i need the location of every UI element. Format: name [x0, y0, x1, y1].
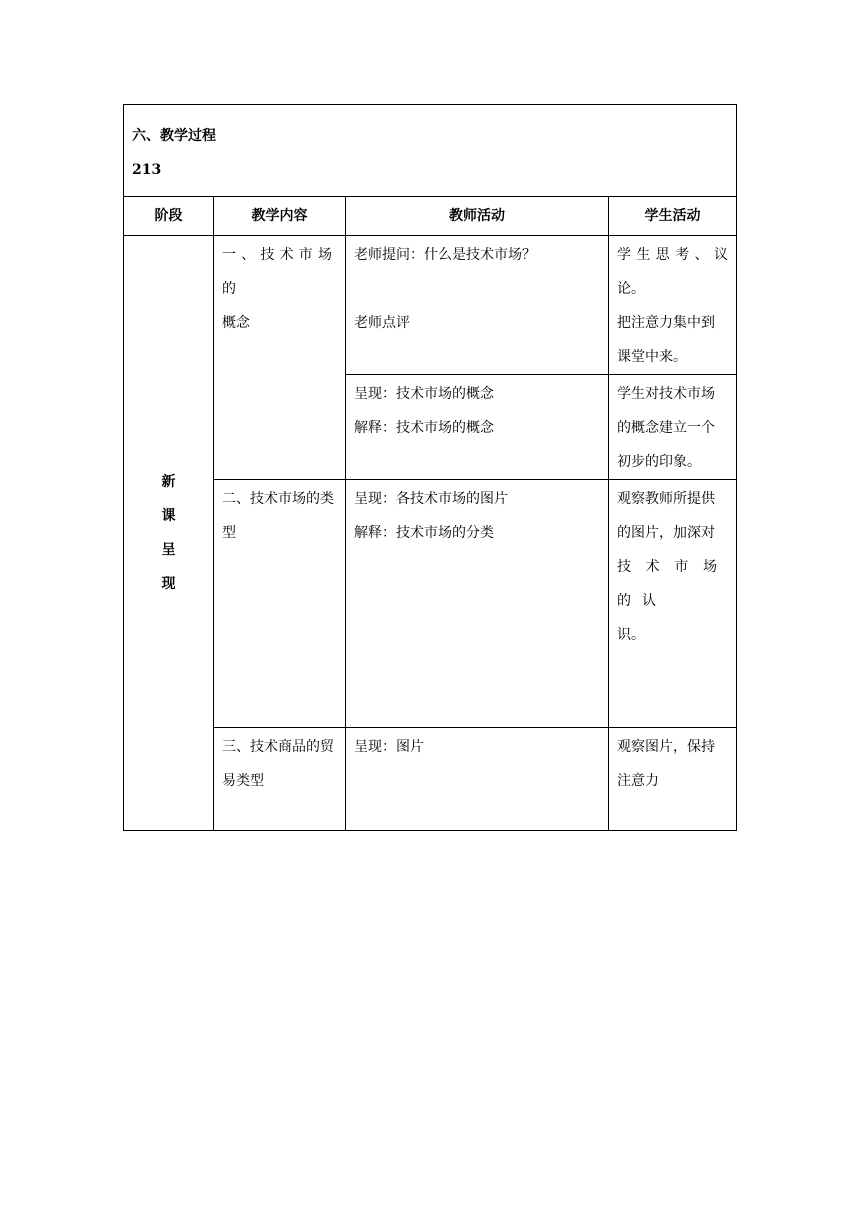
student-line: 注意力 — [617, 773, 659, 789]
content-cell — [214, 728, 346, 831]
student-line: 学生对技术市场 — [617, 386, 715, 402]
stage-char: 课 — [161, 508, 176, 524]
student-line: 观察教师所提供 — [617, 491, 715, 507]
section-header-cell — [124, 105, 737, 197]
header-stage: 阶段 — [124, 197, 214, 236]
content-line: 概念 — [222, 315, 250, 331]
student-line: 课堂中来。 — [617, 349, 687, 365]
teacher-line: 老师提问：什么是技术市场？ — [354, 247, 536, 263]
student-cell — [609, 375, 737, 480]
content-line: 二、技术市场的类 — [222, 491, 334, 507]
section-code: 213 — [132, 162, 162, 178]
teacher-line: 呈现：图片 — [354, 739, 424, 755]
header-student-activity: 学生活动 — [609, 197, 737, 236]
teacher-line: 呈现：各技术市场的图片 — [354, 491, 508, 507]
teacher-cell — [346, 728, 609, 831]
header-content: 教学内容 — [214, 197, 346, 236]
student-line: 技术市场的认 — [617, 559, 728, 609]
stage-char: 呈 — [161, 542, 176, 558]
content-cell — [214, 236, 346, 480]
student-line: 观察图片，保持 — [617, 739, 715, 755]
teacher-cell — [346, 236, 609, 375]
table-row — [124, 236, 737, 375]
column-header-row — [124, 197, 737, 236]
content-line: 型 — [222, 525, 236, 541]
stage-char: 新 — [161, 474, 176, 490]
content-line: 三、技术商品的贸 — [222, 739, 334, 755]
teacher-line — [354, 272, 600, 306]
teacher-line: 呈现：技术市场的概念 — [354, 386, 494, 402]
stage-char: 现 — [161, 576, 176, 592]
student-cell — [609, 728, 737, 831]
teacher-line: 解释：技术市场的分类 — [354, 525, 494, 541]
teacher-cell — [346, 375, 609, 480]
teacher-cell — [346, 480, 609, 728]
teacher-line: 老师点评 — [354, 315, 410, 331]
teacher-line: 解释：技术市场的概念 — [354, 420, 494, 436]
stage-cell — [124, 236, 214, 831]
student-cell — [609, 480, 737, 728]
student-cell — [609, 236, 737, 375]
student-line: 识。 — [617, 627, 645, 643]
content-line: 易类型 — [222, 773, 264, 789]
content-cell — [214, 480, 346, 728]
section-header-row — [124, 105, 737, 197]
teaching-process-table — [123, 104, 737, 831]
student-line: 的图片，加深对 — [617, 525, 715, 541]
section-title: 六、教学过程 — [132, 128, 216, 144]
student-line: 学生思考、议论。 — [617, 247, 728, 297]
student-line: 初步的印象。 — [617, 454, 701, 470]
header-teacher-activity: 教师活动 — [346, 197, 609, 236]
content-line: 一、技术市场的 — [222, 247, 337, 297]
table-row — [124, 728, 737, 831]
table-row — [124, 480, 737, 728]
student-line: 把注意力集中到 — [617, 315, 715, 331]
student-line: 的概念建立一个 — [617, 420, 715, 436]
